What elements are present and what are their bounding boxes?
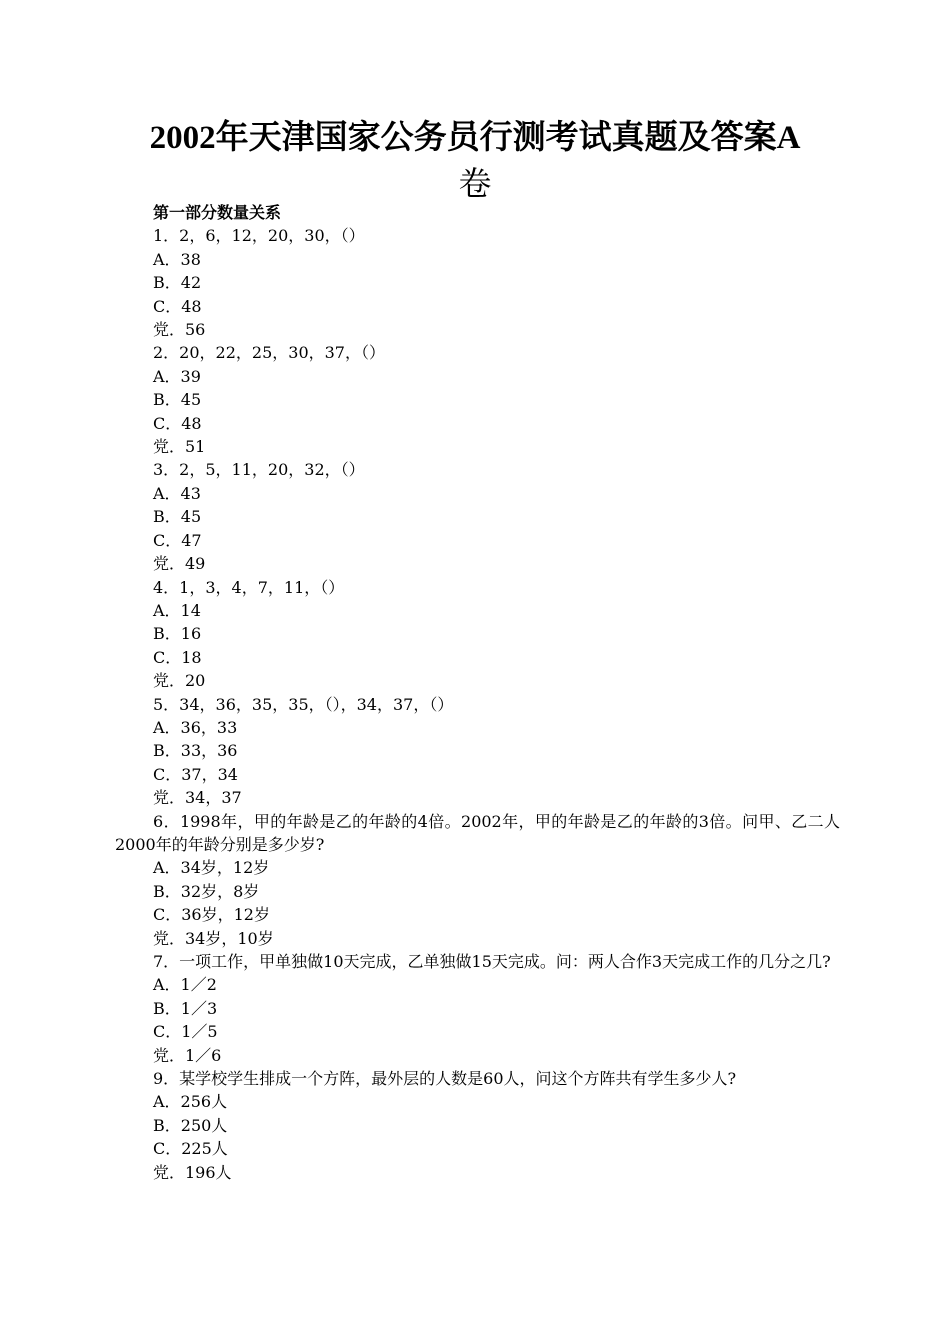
option-line: C．1／5 [153, 1022, 218, 1042]
document-body [115, 201, 840, 1184]
option-line: B．45 [153, 390, 202, 410]
page-title [110, 115, 840, 209]
option-line: B．250人 [153, 1115, 228, 1135]
option-line: C．37，34 [153, 764, 238, 784]
option-line: B．1／3 [153, 998, 218, 1018]
option-line: B．45 [153, 507, 202, 527]
title-line-2: 卷 [458, 167, 492, 203]
question-paragraph: 7．一项工作，甲单独做10天完成，乙单独做15天完成。问：两人合作3天完成工作的几分之几? [153, 952, 831, 971]
option-line: B．16 [153, 624, 202, 644]
option-line: A．43 [153, 483, 201, 503]
option-line: 党．34岁，10岁 [153, 928, 274, 948]
section-heading: 第一部分数量关系 [153, 203, 282, 222]
option-line: B．42 [153, 273, 202, 293]
option-line: C．48 [153, 413, 202, 433]
option-line: 党．20 [153, 671, 206, 691]
option-line: A．14 [153, 600, 201, 620]
option-line: C．225人 [153, 1139, 228, 1159]
option-line: C．36岁，12岁 [153, 905, 270, 925]
question-line: 4．1，3，4，7，11，（） [153, 577, 345, 597]
question-line: 5．34，36，35，35，（），34，37，（） [153, 694, 454, 714]
option-line: 党．196人 [153, 1162, 232, 1182]
question-line: 1．2，6，12，20，30，（） [153, 226, 365, 246]
option-line: B．33，36 [153, 741, 238, 761]
option-line: 党．34，37 [153, 788, 242, 808]
option-line: A．256人 [153, 1092, 228, 1112]
option-line: B．32岁，8岁 [153, 881, 260, 901]
option-line: A．36，33 [153, 717, 238, 737]
option-line: C．47 [153, 530, 202, 550]
option-line: A．38 [153, 249, 201, 269]
option-line: A．34岁，12岁 [153, 858, 270, 878]
option-line: 党．49 [153, 554, 206, 574]
question-line: 2．20，22，25，30，37，（） [153, 343, 385, 363]
option-line: C．48 [153, 296, 202, 316]
title-line-1: 2002年天津国家公务员行测考试真题及答案A [149, 120, 801, 156]
question-line: 3．2，5，11，20，32，（） [153, 460, 365, 480]
question-paragraph: 6．1998年，甲的年龄是乙的年龄的4倍。2002年，甲的年龄是乙的年龄的3倍。问甲、乙二人2000年的年龄分别是多少岁? [115, 811, 840, 854]
option-line: 党．51 [153, 437, 206, 457]
option-line: A．39 [153, 366, 201, 386]
option-line: 党．1／6 [153, 1045, 222, 1065]
option-line: 党．56 [153, 320, 206, 340]
option-line: A．1／2 [153, 975, 217, 995]
option-line: C．18 [153, 647, 202, 667]
question-paragraph: 9．某学校学生排成一个方阵，最外层的人数是60人，问这个方阵共有学生多少人? [153, 1069, 737, 1089]
